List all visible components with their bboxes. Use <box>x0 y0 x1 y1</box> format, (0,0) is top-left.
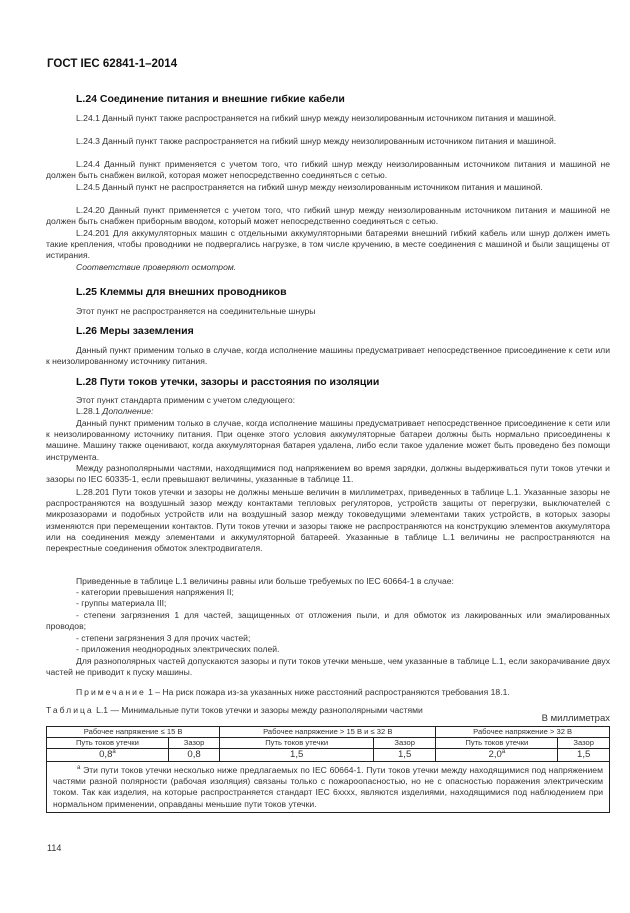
note-text: 1 – На риск пожара из-за указанных ниже расстояний распространяются требования 18.1. <box>145 687 510 697</box>
cell-value: 0,8 <box>99 749 113 760</box>
paragraph-l25: Этот пункт не распространяется на соединительные шнуры <box>76 306 316 316</box>
section-heading-l24: L.24 Соединение питания и внешние гибкие кабели <box>76 93 345 105</box>
footnote-mark: a <box>112 749 116 755</box>
column-header: Путь токов утечки <box>220 738 374 749</box>
table-l1 <box>46 726 610 813</box>
section-heading-l28: L.28 Пути токов утечки, зазоры и расстояния по изоляции <box>76 376 380 388</box>
table-caption-text: L.1 — Минимальные пути токов утечки и зазоры между разнополярными частями <box>93 705 423 715</box>
paragraph-l28-intro: Этот пункт стандарта применим с учетом следующего: <box>76 395 296 405</box>
table-group-header-row <box>47 727 610 738</box>
table-cell <box>168 749 219 762</box>
paragraph-l28-p1: Данный пункт применим только в случае, когда исполнение машины предусматривает непосредственное присоединение к сети или к неизолированному источнику питания. При оценке этого условия аккумуляторные батареи должны быть нормально присоединены к машине. Машину также оценивают, когда аккумуляторная батарея удалена, либо если такое удаление может быть проведено без помощи инструмента. <box>46 418 610 462</box>
list-item: - степени загрязнения 1 для частей, защищенных от отложения пыли, и для обмоток из лакированных или эмалированных проводов; <box>46 610 610 632</box>
table-cell <box>374 749 436 762</box>
document-header: ГОСТ IEC 62841-1–2014 <box>47 58 178 70</box>
page-number: 114 <box>47 843 62 853</box>
group-header: Рабочее напряжение > 15 В и ≤ 32 В <box>220 727 436 738</box>
paragraph-l24-201: L.24.201 Для аккумуляторных машин с отдельными аккумуляторными батареями внешний гибкий кабель или шнур должен иметь такие крепления, чтобы проводники не подвергались нагрузке, в том числе кручению, в месте соединения с машиной и были защищены от истирания. <box>46 228 610 261</box>
paragraph-l24-5: L.24.5 Данный пункт не распространяется на гибкий шнур между неизолированным источником питания и машиной. <box>76 182 543 192</box>
paragraph-l24-3: L.24.3 Данный пункт также распространяется на гибкий шнур между неизолированным источником питания и машиной. <box>76 136 557 146</box>
paragraph-l26: Данный пункт применим только в случае, когда исполнение машины предусматривает непосредственное присоединение к сети или к неизолированному источнику питания. <box>46 345 610 367</box>
cell-value: 1,5 <box>289 749 304 760</box>
cell-value: 2,0 <box>488 749 502 760</box>
paragraph-l24-20: L.24.20 Данный пункт применяется с учетом того, что гибкий шнур между неизолированным источником питания и машиной не должен быть снабжен приборным вводом, который может непосредственно соединяться с сетью. <box>46 205 610 227</box>
group-header: Рабочее напряжение ≤ 15 В <box>47 727 220 738</box>
paragraph-l28-p5: Для разнополярных частей допускаются зазоры и пути токов утечки меньше, чем указанные в таблице L.1, если закорачивание двух частей не приводит к пуску машины. <box>46 656 610 678</box>
section-heading-l26: L.26 Меры заземления <box>76 325 194 337</box>
paragraph-l28-p4: Приведенные в таблице L.1 величины равны или больше требуемых по IEC 60664-1 в случае: <box>76 576 454 586</box>
paragraph-l28-201: L.28.201 Пути токов утечки и зазоры не должны меньше величин в миллиметрах, приведенных в таблице L.1. Указанные зазоры не распространяются на воздушный зазор между контактами тепловых регуляторов, устройств защиты от перегрузки, выключателей с микрозазорами и подобных устройств или на воздушный зазор между токоведущими элементами таких устройств, в которых зазоры изменяются при перемещении контактов. Пути токов утечки и зазоры также не распространяются на конструкцию элементов аккумулятора или на соединения между элементами и аккумуляторной батареей. Указанные в таблице L.1 величины не распространяются на перекрестные соединения обмоток электродвигателя. <box>46 487 610 554</box>
subclause-label: Дополнение: <box>102 406 154 416</box>
table-caption <box>46 705 423 715</box>
table-caption-label: Таблица <box>46 705 94 715</box>
paragraph-l24-1: L.24.1 Данный пункт также распространяется на гибкий шнур между неизолированным источником питания и машиной. <box>76 113 557 123</box>
table-cell <box>47 749 169 762</box>
footnote-mark: a <box>77 765 81 771</box>
list-item: - степени загрязнения 3 для прочих частей; <box>76 633 251 643</box>
paragraph-l28-p2: Между разнополярными частями, находящимися под напряжением во время зарядки, должны выдерживаться пути токов утечки и зазоры по IEC 60335-1, если превышают величины, указанные в таблице 11. <box>46 463 610 485</box>
list-item: - группы материала III; <box>76 598 167 608</box>
table-cell <box>436 749 558 762</box>
cell-value: 1,5 <box>577 749 591 760</box>
column-header: Зазор <box>558 738 610 749</box>
list-item: - приложения неоднородных электрических полей. <box>76 644 280 654</box>
cell-value: 0,8 <box>187 749 201 760</box>
subclause-number: L.28.1 <box>76 406 100 416</box>
compliance-note: Соответствие проверяют осмотром. <box>76 262 237 272</box>
column-header: Путь токов утечки <box>47 738 169 749</box>
note-label: Примечание <box>76 687 146 697</box>
cell-value: 1,5 <box>397 749 412 760</box>
table-cell <box>220 749 374 762</box>
column-header: Зазор <box>168 738 219 749</box>
table-footnote-row <box>47 762 610 813</box>
table-row <box>47 749 610 762</box>
footnote-mark: a <box>501 749 506 755</box>
group-header: Рабочее напряжение > 32 В <box>436 727 610 738</box>
table-subheader-row <box>47 738 610 749</box>
paragraph-l28-1-label <box>46 406 610 417</box>
column-header: Путь токов утечки <box>436 738 558 749</box>
footnote-text: Эти пути токов утечки несколько ниже предлагаемых по IEC 60664-1. Пути токов утечки между находящимися под напряжением частями разной полярности (рабочая изоляция) связаны только с пожароопасностью, но не с опасностью поражения электрическим током. Так как изделия, на которые распространяется стандарт IEC 6xxxx, являются изделиями, находящимися под наблюдением при нормальном применении, оправданы меньшие пути токов утечки. <box>53 765 603 809</box>
paragraph-l24-4: L.24.4 Данный пункт применяется с учетом того, что гибкий шнур между неизолированным источником питания и машиной не должен быть снабжен вилкой, которая может непосредственно соединяться с сетью. <box>46 159 610 181</box>
section-heading-l25: L.25 Клеммы для внешних проводников <box>76 286 287 298</box>
table-units: В миллиметрах <box>541 713 610 724</box>
table-cell <box>558 749 610 762</box>
column-header: Зазор <box>374 738 436 749</box>
table-footnote <box>47 762 610 813</box>
list-item: - категории превышения напряжения II; <box>76 587 234 597</box>
note-1 <box>46 687 610 698</box>
